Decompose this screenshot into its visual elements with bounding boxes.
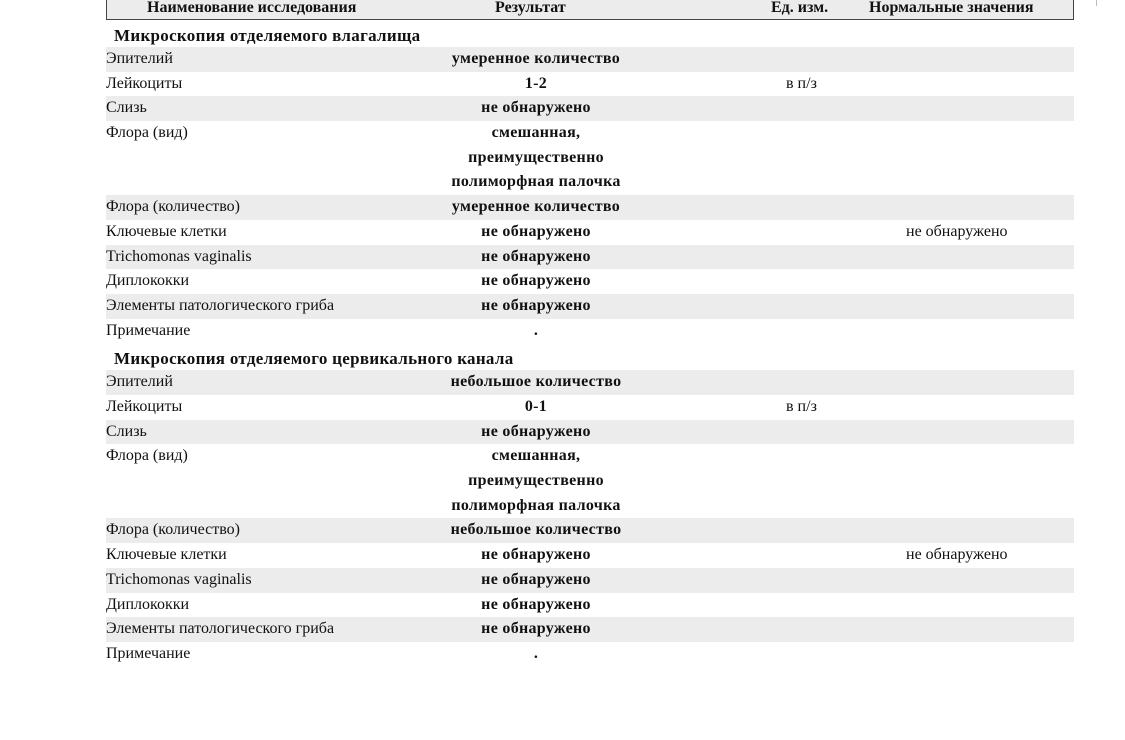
test-name: Элементы патологического гриба [106, 620, 335, 638]
header-result: Результат [495, 0, 566, 16]
table-row [106, 269, 1074, 294]
test-name: Trichomonas vaginalis [106, 570, 252, 588]
test-name: Примечание [106, 321, 191, 339]
table-row [106, 245, 1074, 270]
table-row [106, 370, 1074, 395]
edge-mark [1096, 0, 1097, 6]
test-result: 0-1 [524, 397, 548, 415]
test-name: Trichomonas vaginalis [106, 247, 252, 265]
test-result: небольшое количество [450, 373, 622, 391]
test-name: Лейкоциты [106, 397, 183, 415]
table-row [106, 220, 1074, 245]
test-result: не обнаружено [481, 620, 591, 638]
test-result: умеренное количество [451, 198, 621, 216]
test-name: Эпителий [106, 50, 173, 67]
header-norm: Нормальные значения [869, 0, 1034, 16]
table-row [106, 593, 1074, 618]
test-result: не обнаружено [481, 222, 591, 240]
table-body [106, 20, 1074, 667]
test-name: Диплококки [106, 595, 190, 613]
table-header [106, 0, 1074, 20]
test-result: не обнаружено [481, 546, 591, 564]
test-result: . [533, 644, 539, 662]
table-row [106, 195, 1074, 220]
test-name: Слизь [106, 422, 147, 440]
test-result: смешанная, преимущественно полиморфная палочка [451, 447, 621, 514]
test-name: Флора (количество) [106, 198, 240, 216]
test-norm: не обнаружено [906, 222, 1008, 240]
table-row [106, 294, 1074, 319]
test-result: смешанная, преимущественно полиморфная палочка [451, 124, 621, 191]
test-name: Диплококки [106, 272, 190, 290]
table-row [106, 518, 1074, 543]
table-row [106, 642, 1074, 667]
test-name: Слизь [106, 99, 147, 117]
test-name: Лейкоциты [106, 74, 183, 92]
test-result: небольшое количество [450, 521, 622, 539]
table-row [106, 47, 1074, 72]
test-name: Элементы патологического гриба [106, 296, 335, 314]
table-row [106, 568, 1074, 593]
test-result: не обнаружено [481, 272, 591, 290]
test-result: . [533, 321, 539, 339]
section-title: Микроскопия отделяемого влагалища [114, 26, 421, 45]
test-name: Примечание [106, 644, 191, 662]
test-norm: не обнаружено [906, 546, 1008, 564]
table-row [106, 319, 1074, 344]
header-unit: Ед. изм. [771, 0, 829, 16]
test-result: не обнаружено [481, 99, 591, 117]
header-name: Наименование исследования [147, 0, 357, 16]
table-row [106, 617, 1074, 642]
test-name: Флора (вид) [106, 447, 188, 465]
table-row [106, 420, 1074, 445]
test-unit: в п/з [786, 74, 817, 92]
test-result: 1-2 [524, 74, 548, 92]
results-table [106, 0, 1074, 667]
test-name: Ключевые клетки [106, 546, 227, 564]
test-name: Флора (количество) [106, 521, 240, 539]
table-row [106, 72, 1074, 97]
table-row [106, 395, 1074, 420]
table-row [106, 543, 1074, 568]
test-name: Ключевые клетки [106, 222, 227, 240]
test-result: не обнаружено [481, 296, 591, 314]
table-row [106, 121, 1074, 195]
test-result: не обнаружено [481, 247, 591, 265]
test-name: Эпителий [106, 373, 173, 391]
table-row [106, 96, 1074, 121]
test-result: умеренное количество [451, 50, 621, 67]
section-title: Микроскопия отделяемого цервикального канала [114, 349, 514, 369]
test-result: не обнаружено [481, 422, 591, 440]
table-row [106, 444, 1074, 518]
test-result: не обнаружено [481, 595, 591, 613]
test-result: не обнаружено [481, 570, 591, 588]
test-unit: в п/з [786, 397, 817, 415]
test-name: Флора (вид) [106, 124, 188, 142]
